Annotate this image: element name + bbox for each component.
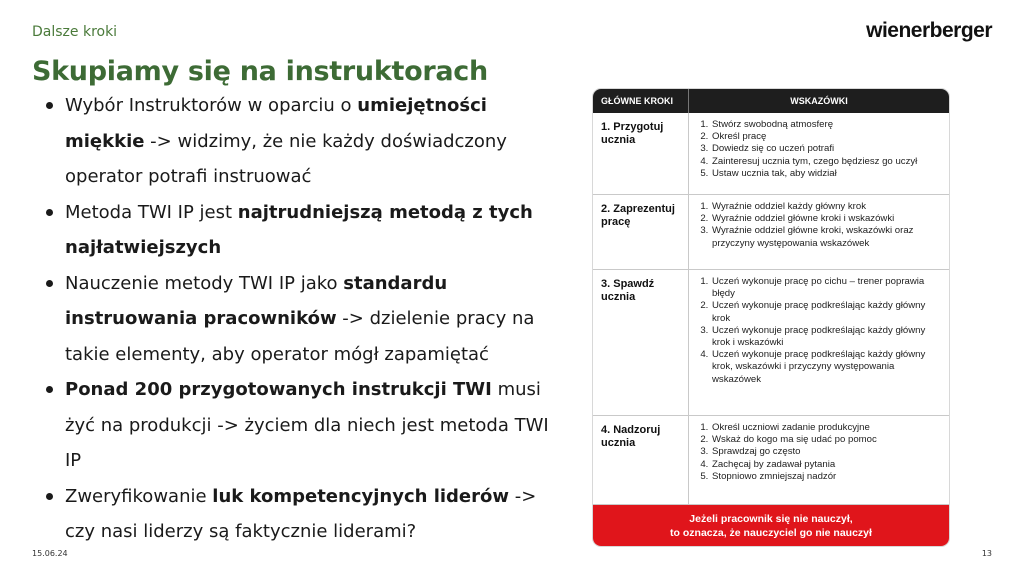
tip-item: 1. Określ uczniowi zadanie produkcyjne xyxy=(711,422,945,434)
bullet-bold-text: najtrudniejszą metodą z tych najłatwiejszych xyxy=(65,201,533,258)
main-step-cell: 1. Przygotuj ucznia xyxy=(593,113,689,194)
tip-item: 2. Wskaż do kogo ma się udać po pomoc xyxy=(711,434,945,446)
bullet-text: Metoda TWI IP jest xyxy=(65,201,238,223)
tip-item: 5. Ustaw ucznia tak, aby widział xyxy=(711,168,945,180)
tip-item: 4. Zachęcaj by zadawał pytania xyxy=(711,459,945,471)
bullet-item xyxy=(40,372,552,479)
bullet-item xyxy=(40,266,552,373)
bullet-bold-text: luk kompetencyjnych liderów xyxy=(212,485,510,507)
tip-item: 3. Wyraźnie oddziel główne kroki, wskazówki oraz przyczyny występowania wskazówek xyxy=(711,225,945,249)
slide-date: 15.06.24 xyxy=(32,549,68,558)
bullet-item xyxy=(40,479,552,550)
bullet-item xyxy=(40,195,552,266)
tip-item: 3. Dowiedz się co uczeń potrafi xyxy=(711,143,945,155)
tip-item: 3. Uczeń wykonuje pracę podkreślając każdy główny krok i wskazówki xyxy=(711,325,945,349)
slide-title: Skupiamy się na instruktorach xyxy=(32,56,488,87)
bullet-bold-text: standardu instruowania pracowników xyxy=(65,272,448,329)
main-step-cell: 3. Spawdź ucznia xyxy=(593,270,689,415)
twi-steps-table xyxy=(593,89,949,546)
company-logo: wienerberger xyxy=(866,19,992,42)
tips-list xyxy=(699,422,945,483)
tips-list xyxy=(699,276,945,386)
tip-item: 2. Wyraźnie oddziel główne kroki i wskazówki xyxy=(711,213,945,225)
bullet-item xyxy=(40,88,552,195)
bullet-bold-text: umiejętności miękkie xyxy=(65,95,487,152)
col-header-tips: WSKAZÓWKI xyxy=(790,96,848,106)
bullet-text: -> dzielenie pracy na takie elementy, aby operator mógł zapamiętać xyxy=(65,308,535,365)
table-row xyxy=(593,113,949,195)
table-header xyxy=(593,89,949,113)
tip-item: 1. Wyraźnie oddziel każdy główny krok xyxy=(711,201,945,213)
tip-item: 3. Sprawdzaj go często xyxy=(711,446,945,458)
footer-line-2: to oznacza, że nauczyciel go nie nauczył xyxy=(670,526,872,539)
tip-item: 2. Uczeń wykonuje pracę podkreślając każdy główny krok xyxy=(711,300,945,324)
bullet-text: Nauczenie metody TWI IP jako xyxy=(65,272,344,294)
bullet-text: -> widzimy, że nie każdy doświadczony operator potrafi instruować xyxy=(65,130,507,187)
table-row xyxy=(593,195,949,270)
bullet-list xyxy=(40,88,552,550)
tip-item: 1. Stwórz swobodną atmosferę xyxy=(711,119,945,131)
tips-list xyxy=(699,201,945,250)
section-label: Dalsze kroki xyxy=(32,24,118,40)
main-step-cell: 4. Nadzoruj ucznia xyxy=(593,416,689,504)
col-header-main-steps: GŁÓWNE KROKI xyxy=(593,89,689,113)
footer-line-1: Jeżeli pracownik się nie nauczył, xyxy=(689,512,853,525)
bullet-text: Wybór Instruktorów w oparciu o xyxy=(65,95,358,116)
tip-item: 2. Określ pracę xyxy=(711,131,945,143)
tip-item: 5. Stopniowo zmniejszaj nadzór xyxy=(711,471,945,483)
table-body xyxy=(593,113,949,505)
tips-cell xyxy=(689,270,949,415)
bullet-bold-text: Ponad 200 przygotowanych instrukcji TWI xyxy=(65,379,492,400)
tips-cell xyxy=(689,195,949,269)
table-row xyxy=(593,416,949,505)
tips-list xyxy=(699,119,945,180)
tip-item: 4. Zainteresuj ucznia tym, czego będziesz go uczył xyxy=(711,156,945,168)
tip-item: 4. Uczeń wykonuje pracę podkreślając każdy główny krok, wskazówki i przyczyny występowania wskazówek xyxy=(711,349,945,386)
bullet-text: Zweryfikowanie xyxy=(65,485,213,507)
main-step-cell: 2. Zaprezentuj pracę xyxy=(593,195,689,269)
bullet-text: -> czy nasi liderzy są faktycznie liderami? xyxy=(65,485,537,542)
table-row xyxy=(593,270,949,416)
table-footer-banner xyxy=(593,505,949,546)
tips-cell xyxy=(689,113,949,194)
tips-cell xyxy=(689,416,949,504)
bullet-text: musi żyć na produkcji -> życiem dla niech jest metoda TWI IP xyxy=(65,379,549,471)
page-number: 13 xyxy=(981,549,992,558)
tip-item: 1. Uczeń wykonuje pracę po cichu – trener poprawia błędy xyxy=(711,276,945,300)
